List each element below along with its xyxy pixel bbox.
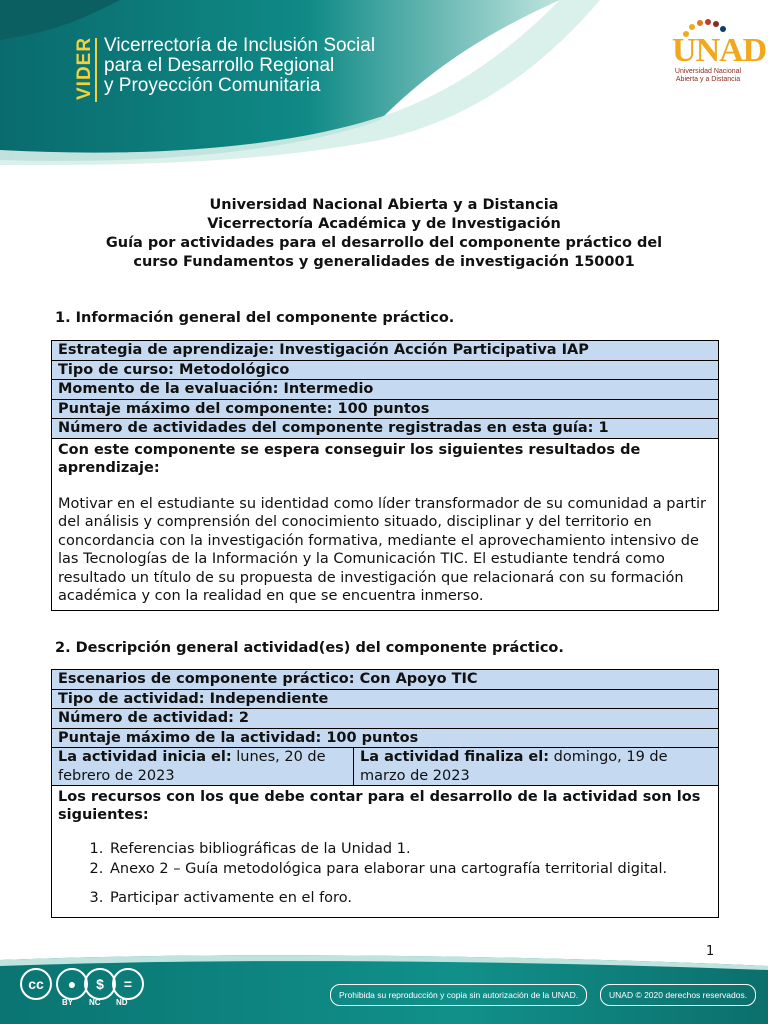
- table-row: Tipo de actividad: Independiente: [52, 690, 718, 710]
- list-item: 2. Anexo 2 – Guía metodológica para elaborar una cartografía territorial digital.: [108, 860, 712, 880]
- list-item: 3. Participar activamente en el foro.: [108, 889, 712, 909]
- table-row: Estrategia de aprendizaje: Investigación Acción Participativa IAP: [52, 341, 718, 361]
- table-row: Tipo de curso: Metodológico: [52, 361, 718, 381]
- section-1-heading: 1. Información general del componente práctico.: [55, 310, 455, 326]
- table-row: Número de actividades del componente registradas en esta guía: 1: [52, 419, 718, 439]
- title-line-2: Vicerrectoría Académica y de Investigación: [207, 216, 561, 232]
- cc-label-nc: NC: [89, 998, 101, 1007]
- section-1-table: [51, 340, 719, 611]
- end-date-value: domingo, 19 de marzo de 2023: [360, 749, 668, 784]
- learning-outcomes-body: Motivar en el estudiante su identidad como líder transformador de su comunidad a partir del análisis y comprensión del conocimiento situado, disciplinar y del territorio en concordancia con la investigación formativa, mediante el aprovechamiento intensivo de las Tecnologías de la Información y la Comunicación TIC. El estudiante tendrá como resultado un título de su propuesta de investigación que relacionará con su formación académica y con la realidad en que se encuentra inmerso.: [58, 495, 707, 604]
- list-item: 1. Referencias bibliográficas de la Unidad 1.: [108, 840, 712, 860]
- start-date-cell: [52, 748, 354, 785]
- table-row: Número de actividad: 2: [52, 709, 718, 729]
- banner-divider: [95, 38, 97, 102]
- section-2-table: [51, 669, 719, 918]
- learning-outcomes-heading: Con este componente se espera conseguir los siguientes resultados de aprendizaje:: [58, 441, 641, 476]
- logo-u: U: [672, 32, 696, 69]
- logo-subtitle-line-1: Universidad Nacional: [674, 68, 742, 75]
- logo-nad: NAD: [695, 32, 767, 69]
- activity-dates-row: [52, 748, 718, 786]
- logo-wordmark: [672, 32, 766, 70]
- attribution-icon: ●: [56, 968, 88, 1000]
- learning-outcomes-cell: [52, 439, 718, 610]
- banner-line-1: Vicerrectoría de Inclusión Social: [104, 35, 376, 56]
- section-2-heading: 2. Descripción general actividad(es) del componente práctico.: [55, 640, 564, 656]
- resources-heading: Los recursos con los que debe contar para el desarrollo de la actividad son los siguientes:: [58, 789, 701, 823]
- page-number: 1: [706, 944, 715, 959]
- end-date-cell: [354, 748, 718, 785]
- resources-cell: [52, 786, 718, 917]
- unad-logo: [668, 18, 767, 88]
- noderivs-icon: =: [112, 968, 144, 1000]
- logo-subtitle-line-2: Abierta y a Distancia: [675, 76, 741, 83]
- logo-subtitle: [668, 68, 748, 84]
- table-row: Puntaje máximo del componente: 100 puntos: [52, 400, 718, 420]
- cc-label-nd: ND: [116, 998, 128, 1007]
- cc-label-by: BY: [62, 998, 74, 1007]
- reproduction-notice: Prohibida su reproducción y copia sin autorización de la UNAD.: [330, 984, 587, 1006]
- start-date-value: lunes, 20 de febrero de 2023: [58, 749, 326, 784]
- resources-list: [58, 840, 712, 909]
- table-row: Puntaje máximo de la actividad: 100 puntos: [52, 729, 718, 749]
- title-line-1: Universidad Nacional Abierta y a Distancia: [209, 197, 559, 213]
- vider-acronym: VIDER: [74, 36, 95, 100]
- document-title: [40, 196, 728, 272]
- title-line-4: curso Fundamentos y generalidades de investigación 150001: [133, 254, 635, 270]
- banner-line-3: y Proyección Comunitaria: [104, 75, 321, 96]
- table-row: Momento de la evaluación: Intermedio: [52, 380, 718, 400]
- noncommercial-icon: $: [84, 968, 116, 1000]
- copyright-notice: UNAD © 2020 derechos reservados.: [600, 984, 756, 1006]
- header-banner: [0, 0, 768, 165]
- banner-title: [104, 36, 375, 96]
- cc-icon: cc: [20, 968, 52, 1000]
- title-line-3: Guía por actividades para el desarrollo del componente práctico del: [105, 235, 663, 251]
- start-date-label: La actividad inicia el:: [58, 749, 232, 765]
- end-date-label: La actividad finaliza el:: [360, 749, 550, 765]
- banner-line-2: para el Desarrollo Regional: [104, 55, 335, 76]
- table-row: Escenarios de componente práctico: Con Apoyo TIC: [52, 670, 718, 690]
